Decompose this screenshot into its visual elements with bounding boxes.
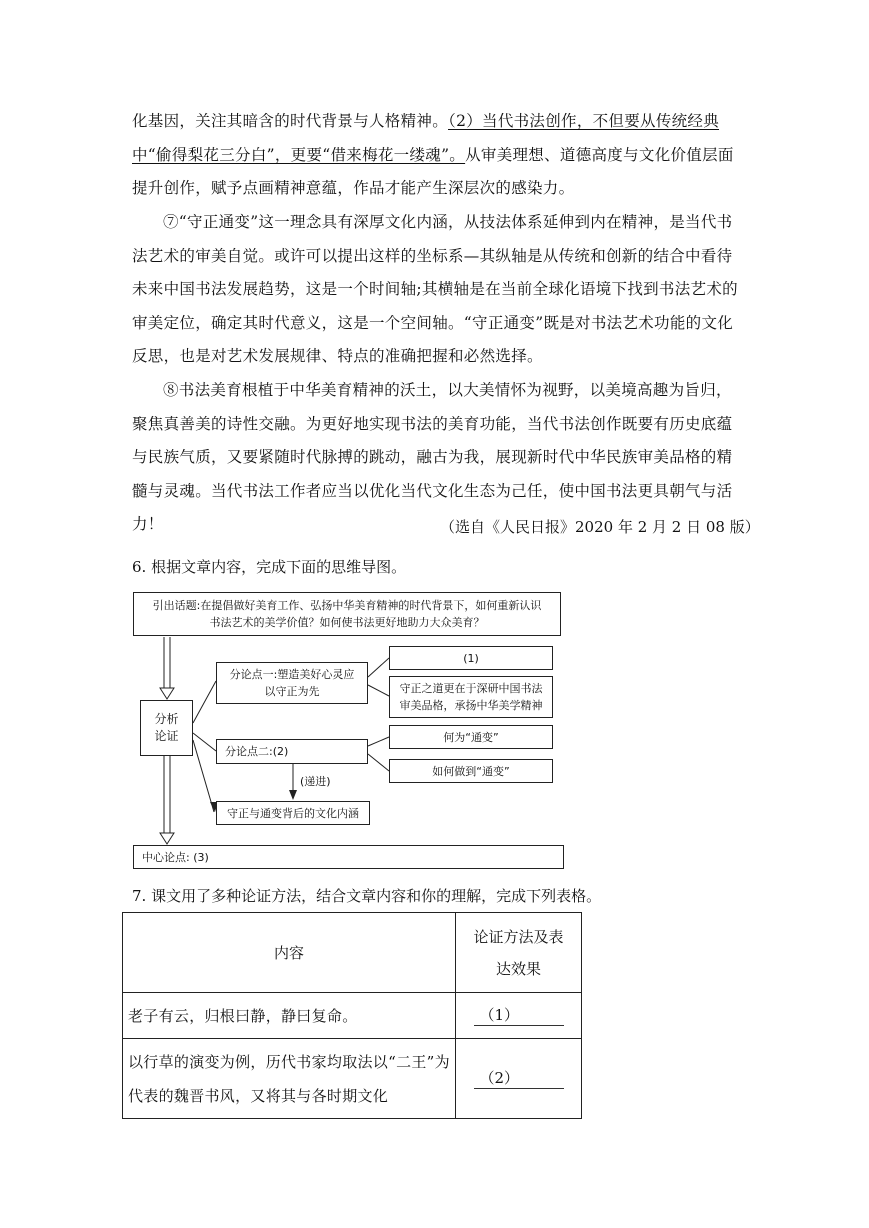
p6-underlined: （2）当代书法创作，不但要从传统经典中“偷得梨花三分白”，更要“借来梅花一缕魂”。 [132, 112, 720, 164]
intro-line-1: 引出话题:在提倡做好美育工作、弘扬中华美育精神的时代背景下，如何重新认识 [152, 599, 542, 612]
p6-end: 从审美理想、道德高度与文化价值层面提升创作，赋予点画精神意蕴，作品才能产生深层次的感染力。 [132, 145, 734, 197]
q7-table [122, 912, 582, 1119]
mind-map-detail-box [389, 676, 553, 718]
table-row [123, 1039, 582, 1119]
header-content-cell [123, 913, 456, 993]
row-1-answer-cell [456, 993, 582, 1039]
row-1-content-cell [123, 993, 456, 1039]
mind-map-intro-box [133, 592, 561, 636]
mind-map-analysis-box [140, 700, 193, 756]
mind-map-progression-label: (递进) [300, 775, 331, 788]
analysis-line-1: 分析 [154, 712, 179, 726]
table-row [123, 993, 582, 1039]
mind-map-culture-box: 守正与通变背后的文化内涵 [216, 801, 370, 825]
p6-start: 化基因，关注其暗含的时代背景与人格精神。 [132, 112, 449, 130]
paragraph-7: ⑦“守正通变”这一理念具有深厚文化内涵，从技法体系延伸到内在精神，是当代书法艺术的审美自觉。或许可以提出这样的坐标系—其纵轴是从传统和创新的结合中看待未来中国书法发展趋势，这是一个时间轴;其横轴是在当前全球化语境下找到书法艺术的审美定位，确定其时代意义，这是一个空间轴。“守正通变”既是对书法艺术功能的文化反思，也是对艺术发展规律、特点的准确把握和必然选择。 [132, 213, 738, 365]
connector [368, 658, 389, 677]
row-1-content: 老子有云，归根曰静，静曰复命。 [128, 1006, 358, 1025]
analysis-line-2: 论证 [154, 729, 179, 743]
header-method-line-2: 达效果 [495, 959, 541, 978]
point-1-line-1: 分论点一:塑造美好心灵应 [229, 668, 355, 681]
row-2-answer-cell [456, 1039, 582, 1119]
connector [368, 754, 389, 771]
row-2-content: 以行草的演变为例，历代书家均取法以“二王”为代表的魏晋书风，又将其与各时期文化 [128, 1052, 450, 1105]
mind-map-tongbian-what-box: 何为“通变” [389, 725, 553, 749]
arrowhead [289, 790, 297, 800]
mind-map-blank-1-box[interactable]: (1) [389, 646, 553, 670]
mind-map-central-box[interactable]: 中心论点: (3) [133, 845, 564, 869]
intro-line-2: 书法艺术的美学价值？如何使书法更好地助力大众美育？ [209, 616, 485, 629]
header-content: 内容 [273, 944, 304, 962]
mind-map-point-2-box[interactable]: 分论点二:(2) [216, 739, 368, 764]
article-source: （选自《人民日报》2020 年 2 月 2 日 08 版） [440, 518, 760, 536]
connector [193, 740, 214, 812]
mind-map-point-1-box [216, 662, 368, 704]
connector [368, 737, 389, 746]
point-1-line-2: 以守正为先 [264, 685, 320, 698]
row-2-answer-blank[interactable]: （2） [474, 1068, 564, 1089]
detail-line-1: 守正之道更在于深研中国书法 [399, 682, 543, 695]
arrowhead [160, 833, 174, 844]
connector [193, 681, 216, 723]
detail-line-2: 审美品格，承扬中华美学精神 [399, 699, 543, 712]
mind-map-tongbian-how-box: 如何做到“通变” [389, 759, 553, 783]
question-7-prompt: 7. 课文用了多种论证方法，结合文章内容和你的理解，完成下列表格。 [132, 887, 602, 905]
table-header-row [123, 913, 582, 993]
paragraph-8: ⑧书法美育根植于中华美育精神的沃土，以大美情怀为视野，以美境高趣为旨归，聚焦真善美的诗性交融。为更好地实现书法的美育功能，当代书法创作既要有历史底蕴与民族气质，又要紧随时代脉搏的跳动，融古为我，展现新时代中华民族审美品格的精髓与灵魂。当代书法工作者应当以优化当代文化生态为己任，使中国书法更具朝气与活力！ [132, 381, 733, 533]
question-6-prompt: 6. 根据文章内容，完成下面的思维导图。 [132, 558, 407, 576]
arrowhead [160, 688, 174, 699]
row-2-content-cell [123, 1039, 456, 1119]
connector [193, 733, 216, 751]
connector [368, 685, 389, 696]
header-method-line-1: 论证方法及表 [473, 927, 564, 946]
row-1-answer-blank[interactable]: （1） [474, 1005, 564, 1026]
header-method-cell [456, 913, 582, 993]
